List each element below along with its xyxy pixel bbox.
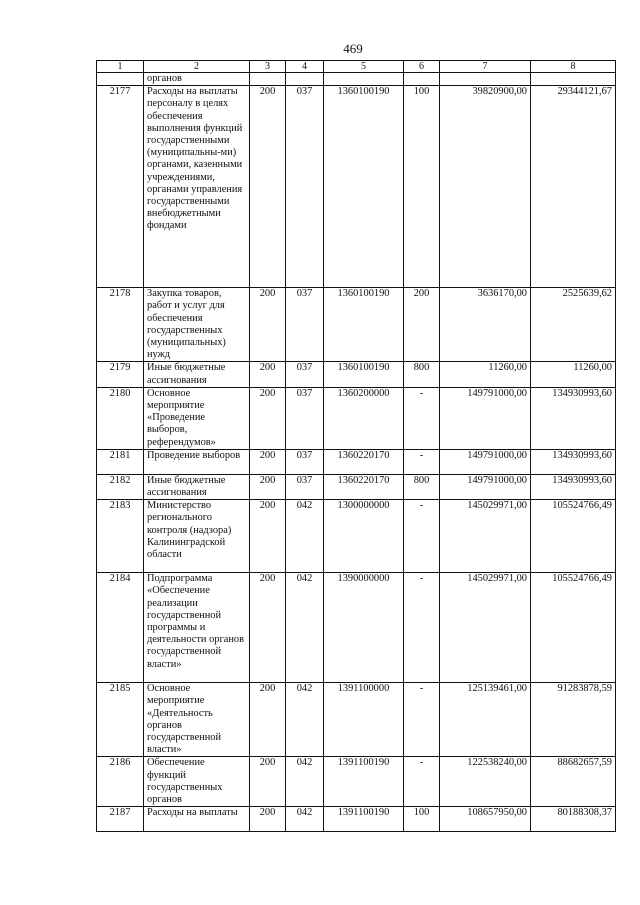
- description-cell: Закупка товаров, работ и услуг для обеспечения государственных (муниципальных) нужд: [144, 288, 250, 362]
- section-code-cell: 042: [286, 573, 324, 683]
- column-header: 4: [286, 61, 324, 73]
- planned-amount-cell: 3636170,00: [440, 288, 531, 362]
- table-row: [97, 387, 616, 449]
- expense-type-cell: 200: [404, 288, 440, 362]
- target-article-cell: 1391100190: [324, 807, 404, 832]
- description-cell: Министерство регионального контроля (надзора) Калининградской области: [144, 500, 250, 573]
- ministry-code-cell: 200: [250, 757, 286, 807]
- section-code-cell: 042: [286, 807, 324, 832]
- target-article-cell: 1391100190: [324, 757, 404, 807]
- target-article-cell: 1391100000: [324, 683, 404, 757]
- description-cell: Основное мероприятие «Деятельность органов государственной власти»: [144, 683, 250, 757]
- target-article-cell: 1360200000: [324, 387, 404, 449]
- column-header: 8: [531, 61, 616, 73]
- expense-type-cell: 100: [404, 86, 440, 288]
- section-code-cell: 042: [286, 757, 324, 807]
- row-number-cell: 2180: [97, 387, 144, 449]
- ministry-code-cell: 200: [250, 807, 286, 832]
- page-number: 469: [343, 41, 363, 56]
- executed-amount-cell: 88682657,59: [531, 757, 616, 807]
- description-cell: Основное мероприятие «Проведение выборов, референдумов»: [144, 387, 250, 449]
- section-code-cell: 042: [286, 500, 324, 573]
- section-code-cell: 037: [286, 387, 324, 449]
- table-row: [97, 573, 616, 683]
- row-number-cell: 2185: [97, 683, 144, 757]
- row-number-cell: 2177: [97, 86, 144, 288]
- ministry-code-cell: 200: [250, 387, 286, 449]
- row-number-cell: 2179: [97, 362, 144, 387]
- column-header: 6: [404, 61, 440, 73]
- expense-type-cell: 100: [404, 807, 440, 832]
- executed-amount-cell: 80188308,37: [531, 807, 616, 832]
- planned-amount-cell: 149791000,00: [440, 474, 531, 499]
- executed-amount-cell: 11260,00: [531, 362, 616, 387]
- ministry-code-cell: 200: [250, 474, 286, 499]
- planned-amount-cell: 145029971,00: [440, 573, 531, 683]
- target-article-cell: 1360100190: [324, 86, 404, 288]
- table-row: [97, 683, 616, 757]
- planned-amount-cell: 145029971,00: [440, 500, 531, 573]
- expense-type-cell: -: [404, 757, 440, 807]
- ministry-code-cell: 200: [250, 573, 286, 683]
- planned-amount-cell: 149791000,00: [440, 387, 531, 449]
- row-number-cell: 2187: [97, 807, 144, 832]
- executed-amount-cell: 134930993,60: [531, 449, 616, 474]
- target-article-cell: 1360220170: [324, 449, 404, 474]
- planned-amount-cell: 39820900,00: [440, 86, 531, 288]
- executed-amount-cell: 2525639,62: [531, 288, 616, 362]
- table-row: [97, 288, 616, 362]
- planned-amount-cell: 108657950,00: [440, 807, 531, 832]
- continuation-text: органов: [144, 73, 250, 86]
- column-header: 7: [440, 61, 531, 73]
- table-row: [97, 474, 616, 499]
- target-article-cell: 1360100190: [324, 288, 404, 362]
- table-row: [97, 86, 616, 288]
- executed-amount-cell: 105524766,49: [531, 573, 616, 683]
- column-header-row: [97, 61, 616, 73]
- table-row: [97, 449, 616, 474]
- row-number-cell: 2186: [97, 757, 144, 807]
- table-body: [97, 61, 616, 832]
- column-header: 2: [144, 61, 250, 73]
- row-number-cell: 2184: [97, 573, 144, 683]
- column-header: 1: [97, 61, 144, 73]
- target-article-cell: 1360100190: [324, 362, 404, 387]
- description-cell: Расходы на выплаты: [144, 807, 250, 832]
- expense-type-cell: -: [404, 500, 440, 573]
- expense-type-cell: 800: [404, 474, 440, 499]
- expense-type-cell: 800: [404, 362, 440, 387]
- column-header: 3: [250, 61, 286, 73]
- row-number-cell: 2183: [97, 500, 144, 573]
- target-article-cell: 1300000000: [324, 500, 404, 573]
- table-row: [97, 362, 616, 387]
- table-row: [97, 757, 616, 807]
- section-code-cell: 037: [286, 362, 324, 387]
- target-article-cell: 1360220170: [324, 474, 404, 499]
- description-cell: Расходы на выплаты персоналу в целях обеспечения выполнения функций государственными (муниципальны-ми) органами, казенными учреждениями, органами управления государственными внебюджетными фондами: [144, 86, 250, 288]
- description-cell: Иные бюджетные ассигнования: [144, 474, 250, 499]
- description-cell: Иные бюджетные ассигнования: [144, 362, 250, 387]
- planned-amount-cell: 122538240,00: [440, 757, 531, 807]
- description-cell: Подпрограмма «Обеспечение реализации государственной программы и деятельности органов государственной власти»: [144, 573, 250, 683]
- ministry-code-cell: 200: [250, 86, 286, 288]
- section-code-cell: 042: [286, 683, 324, 757]
- section-code-cell: 037: [286, 449, 324, 474]
- target-article-cell: 1390000000: [324, 573, 404, 683]
- expense-type-cell: -: [404, 387, 440, 449]
- description-cell: Проведение выборов: [144, 449, 250, 474]
- expense-type-cell: -: [404, 573, 440, 683]
- executed-amount-cell: 105524766,49: [531, 500, 616, 573]
- ministry-code-cell: 200: [250, 362, 286, 387]
- ministry-code-cell: 200: [250, 683, 286, 757]
- table-row: [97, 807, 616, 832]
- expense-type-cell: -: [404, 683, 440, 757]
- executed-amount-cell: 29344121,67: [531, 86, 616, 288]
- table-row: [97, 500, 616, 573]
- section-code-cell: 037: [286, 86, 324, 288]
- row-number-cell: 2178: [97, 288, 144, 362]
- executed-amount-cell: 134930993,60: [531, 387, 616, 449]
- ministry-code-cell: 200: [250, 449, 286, 474]
- planned-amount-cell: 149791000,00: [440, 449, 531, 474]
- description-cell: Обеспечение функций государственных органов: [144, 757, 250, 807]
- executed-amount-cell: 134930993,60: [531, 474, 616, 499]
- planned-amount-cell: 11260,00: [440, 362, 531, 387]
- row-number-cell: 2182: [97, 474, 144, 499]
- row-number-cell: 2181: [97, 449, 144, 474]
- planned-amount-cell: 125139461,00: [440, 683, 531, 757]
- section-code-cell: 037: [286, 474, 324, 499]
- section-code-cell: 037: [286, 288, 324, 362]
- expense-type-cell: -: [404, 449, 440, 474]
- executed-amount-cell: 91283878,59: [531, 683, 616, 757]
- budget-table: [96, 60, 616, 832]
- column-header: 5: [324, 61, 404, 73]
- ministry-code-cell: 200: [250, 288, 286, 362]
- continuation-row: [97, 73, 616, 86]
- ministry-code-cell: 200: [250, 500, 286, 573]
